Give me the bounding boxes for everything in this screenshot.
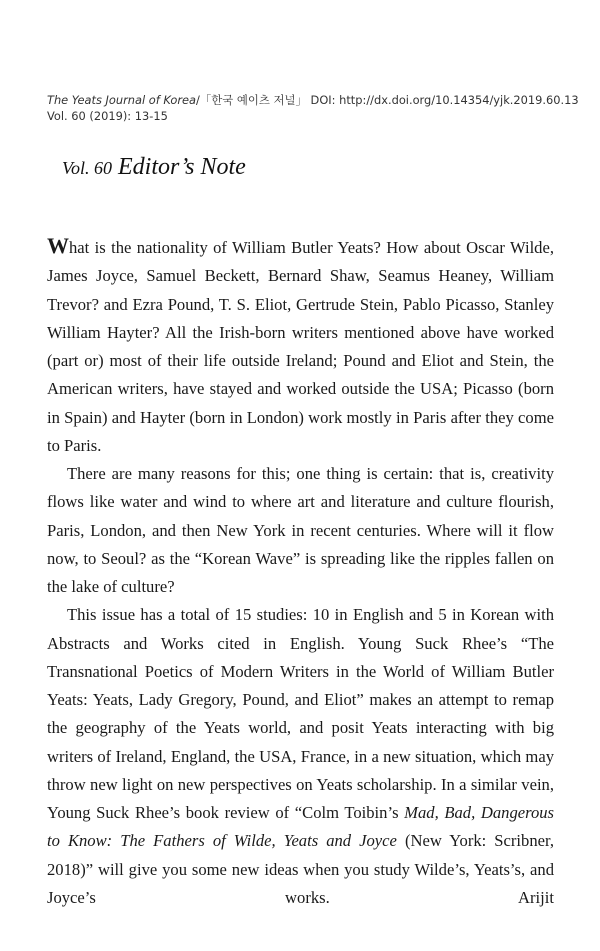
paragraph-1-text: hat is the nationality of William Butler Yeats? How about Oscar Wilde, James Joyce, Samuel Beckett, Bernard Shaw, Seamus Heaney, William Trevor? and Ezra Pound, T. S. Eliot, Gertrude Stein, Pablo Picasso, Stanley William Hayter? All the Irish-born writers mentioned above have worked (part or) most of their life outside Ireland; Pound and Eliot and Stein, the American writers, have stayed and worked outside the USA; Picasso (born in Spain) and Hayter (born in London) work mostly in Paris after they come to Paris.: [47, 238, 554, 455]
title-volume: Vol. 60: [62, 158, 113, 178]
article-body: [47, 234, 554, 912]
doi-link[interactable]: DOI: http://dx.doi.org/10.14354/yjk.2019.60.13: [306, 93, 579, 107]
page-title: [62, 154, 246, 181]
paragraph-2: There are many reasons for this; one thing is certain: that is, creativity flows like water and wind to where art and literature and culture flourish, Paris, London, and then New York in recent centuries. Where will it flow now, to Seoul? as the “Korean Wave” is spreading like the ripples fallen on the lake of culture?: [47, 464, 554, 596]
header-citation-line: [47, 92, 579, 108]
drop-letter: W: [47, 233, 69, 258]
paragraph-3-text-b: (New York: Scribner, 2018)” will give you some new ideas when you study Wilde’s, Yeats’s, and Joyce’s works. Arijit: [47, 831, 555, 907]
volume-info: Vol. 60 (2019): 13-15: [47, 109, 168, 123]
title-main: Editor’s Note: [118, 154, 246, 180]
paragraph-3: [47, 601, 554, 912]
paragraph-1: [47, 234, 554, 460]
journal-title: The Yeats Journal of Korea: [47, 93, 197, 107]
journal-korean-title: /「한국 예이츠 저널」: [196, 93, 307, 107]
paragraph-3-text-a: This issue has a total of 15 studies: 10 in English and 5 in Korean with Abstracts and Works cited in English. Young Suck Rhee’s “The Transnational Poetics of Modern Writers in the World of William Butler Yeats: Yeats, Lady Gregory, Pound, and Eliot” makes an attempt to remap the geography of the Yeats world, and posit Yeats interacting with big writers of Ireland, England, the USA, France, in a new situation, which may throw new light on new perspectives on Yeats scholarship. In a similar vein, Young Suck Rhee’s book review of “Colm Toibin’s: [47, 605, 554, 822]
journal-header: [47, 92, 579, 124]
book-title: Mad, Bad, Dangerous to Know: The Fathers of Wilde, Yeats and Joyce: [47, 803, 555, 851]
